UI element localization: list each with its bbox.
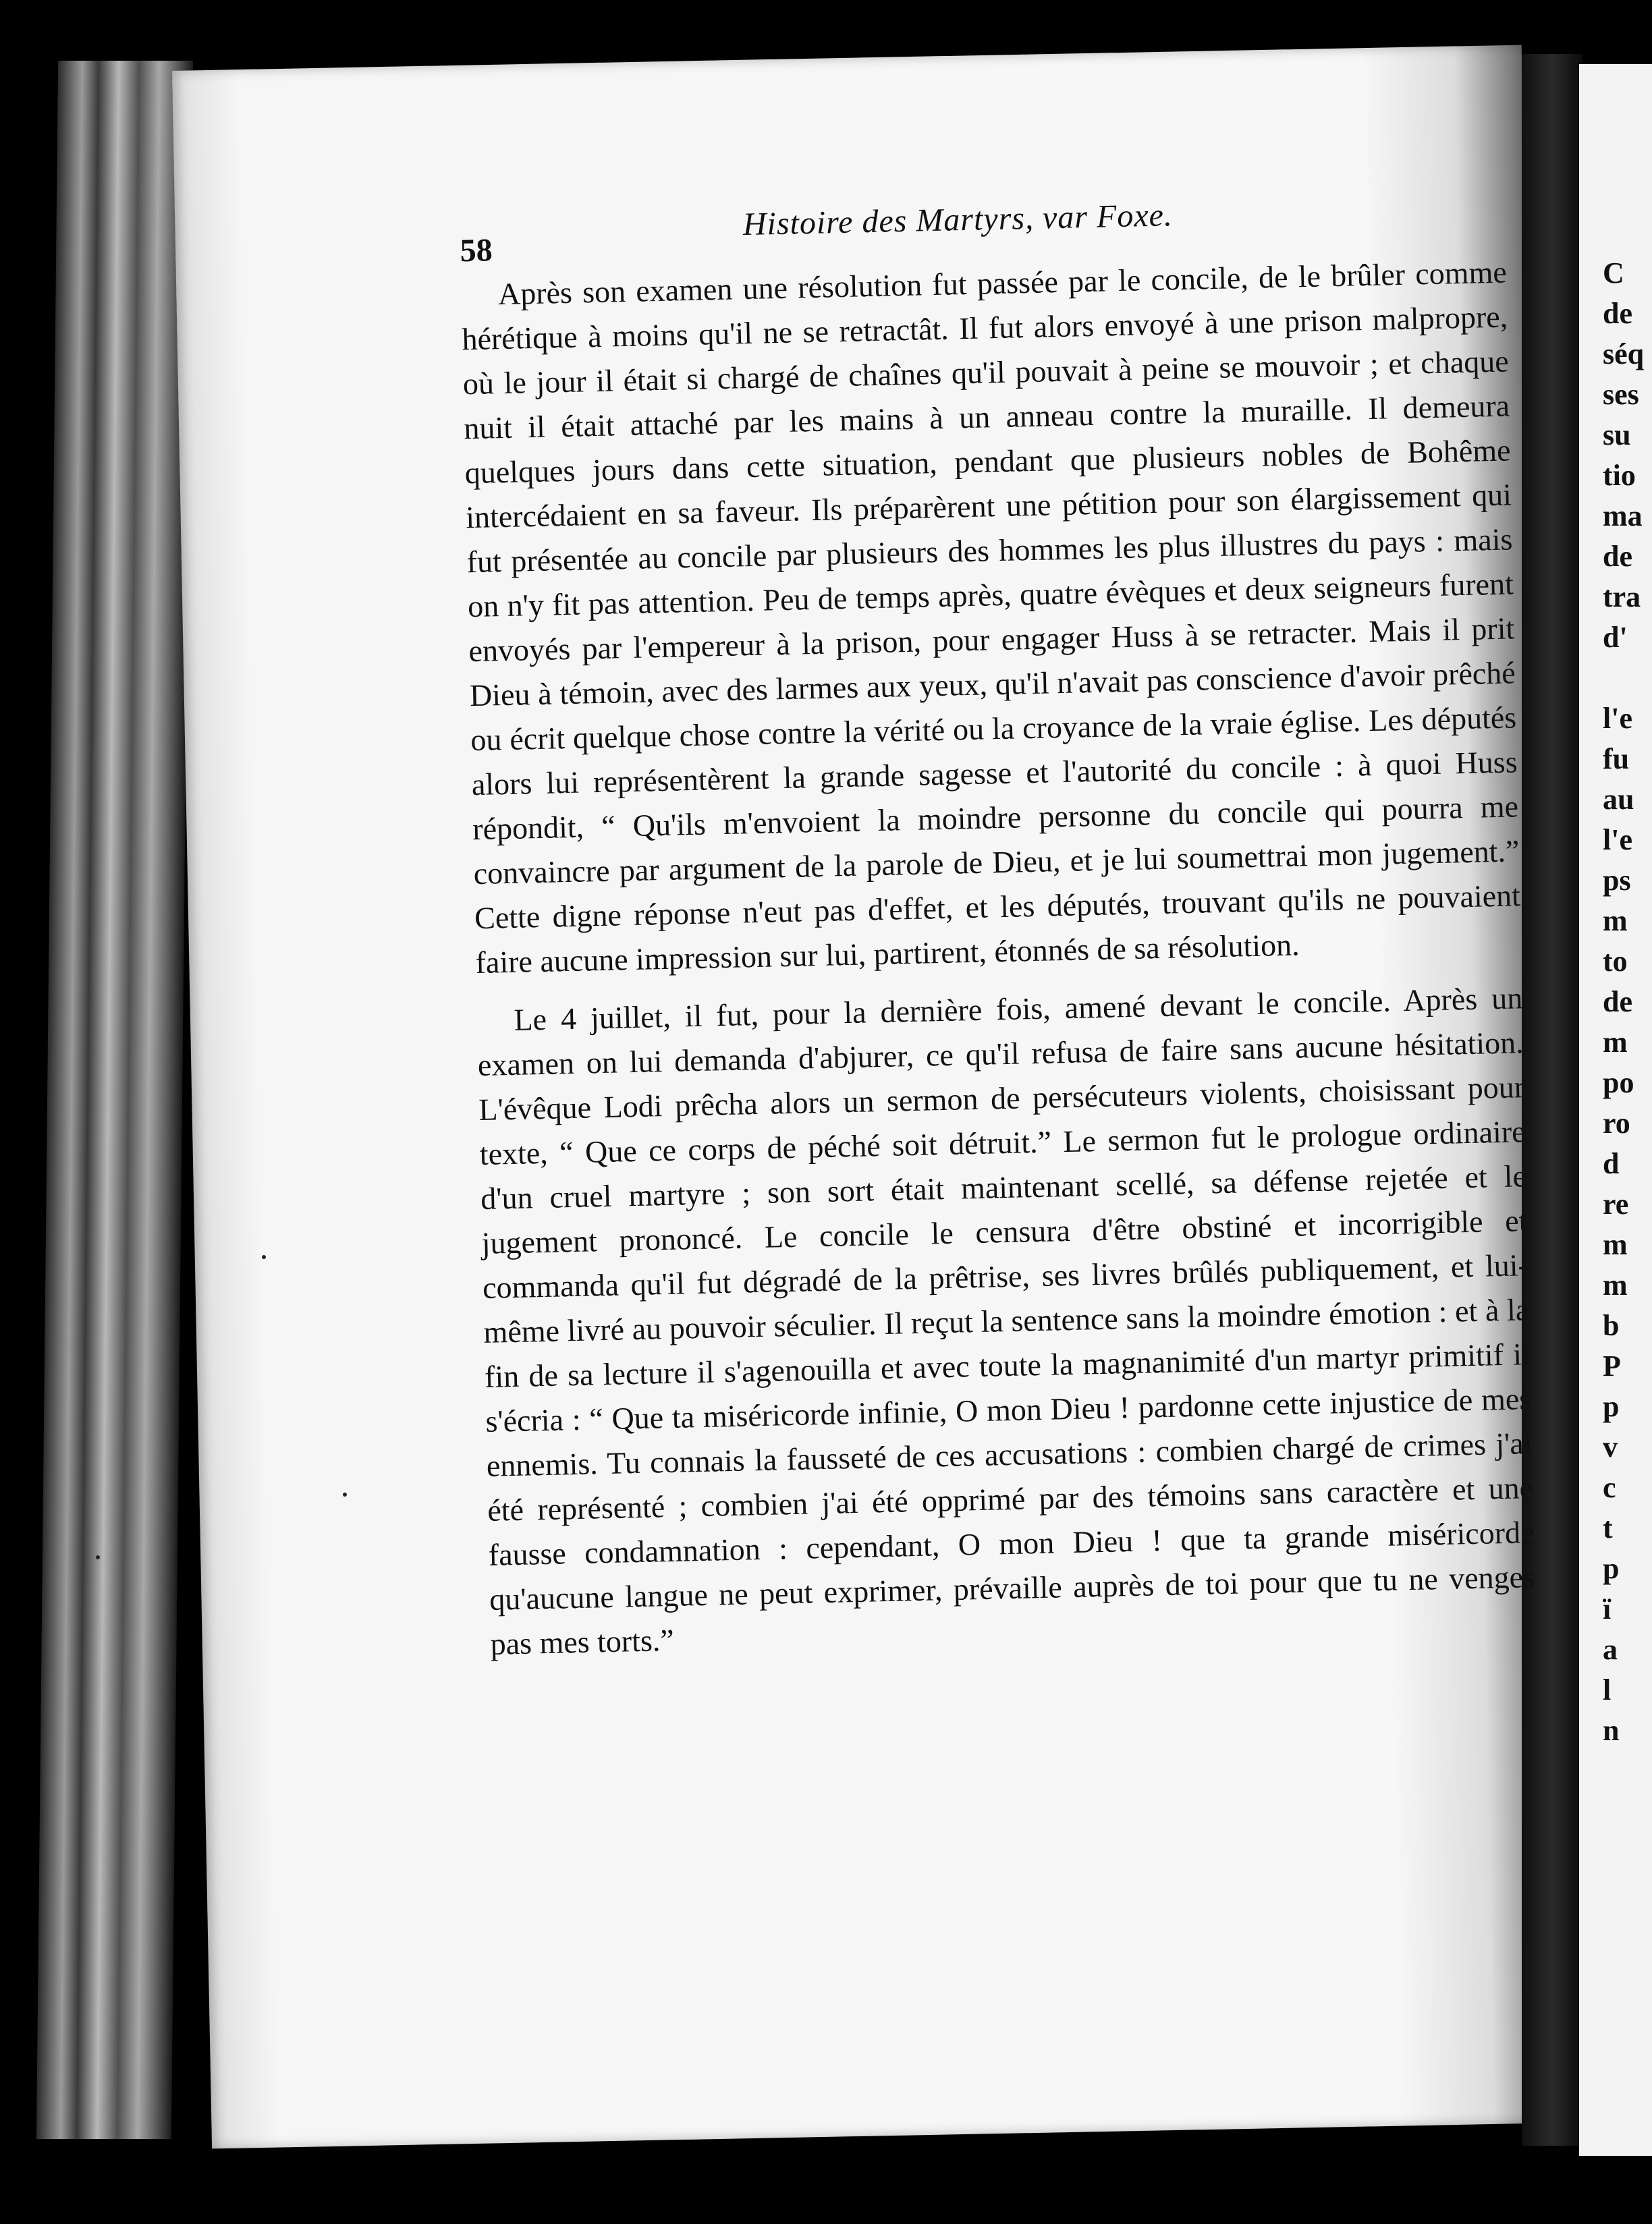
- scan-speck: [262, 1255, 266, 1259]
- scan-speck: [96, 1555, 100, 1559]
- paragraph-1: Après son examen une résolution fut passée par le concile, de le brûler comme hérétique à moins qu'il ne se retractât. Il fut alors envoyé à une prison malpropre, où le jour il était si chargé de chaînes qu'il pouvait à peine se mouvoir ; et chaque nuit il était attaché par les mains à un anneau contre la muraille. Il demeura quelques jours dans cette situation, pendant que plusieurs nobles de Bohême intercédaient en sa faveur. Ils préparèrent une pétition pour son élargissement qui fut présentée au concile par plusieurs des hommes les plus illustres du pays : mais on n'y fit pas attention. Peu de temps après, quatre évèques et deux seigneurs furent envoyés par l'empereur à la prison, pour engager Huss à se retracter. Mais il prit Dieu à témoin, avec des larmes aux yeux, qu'il n'avait pas conscience d'avoir prêché ou écrit quelque chose contre la vérité ou la croyance de la vraie église. Les députés alors lui représentèrent la grande sagesse et l'autorité du concile : à quoi Huss répondit, “ Qu'ils m'envoient la moindre personne du concile qui pourra me convaincre par argument de la parole de Dieu, et je lui soumettrai mon jugement.” Cette digne réponse n'eut pas d'effet, et les députés, trouvant qu'ils ne pouvaient faire aucune impression sur lui, partirent, étonnés de sa résolution.: [461, 254, 1521, 980]
- scan-speck: [343, 1493, 347, 1497]
- page-number: 58: [460, 232, 493, 269]
- page-content: [283, 175, 1584, 1670]
- running-head: Histoire des Martyrs, var Foxe.: [742, 197, 1174, 243]
- paragraph-2: Le 4 juillet, il fut, pour la dernière fois, amené devant le concile. Après un examen on lui demanda d'abjurer, ce qu'il refusa de faire sans aucune hésitation. L'évêque Lodi prêcha alors un sermon de persécuteurs violents, choisissant pour texte, “ Que ce corps de péché soit détruit.” Le sermon fut le prologue ordinaire d'un cruel martyre ; son sort était maintenant scellé, sa défense rejetée et le jugement prononcé. Le concile le censura d'être obstiné et incorrigible et commanda qu'il fut dégradé de la prêtrise, ses livres brûlés publiquement, et lui-même livré au pouvoir séculier. Il reçut la sentence sans la moindre émotion : et à la fin de sa lecture il s'agenouilla et avec toute la magnanimité d'un martyr primitif il s'écria : “ Que ta miséricorde infinie, O mon Dieu ! pardonne cette injustice de mes ennemis. Tu connais la fausseté de ces accusations : combien chargé de crimes j'ai été représenté ; combien j'ai été opprimé par des témoins sans caractère et une fausse condamnation : cependant, O mon Dieu ! que ta grande miséricorde qu'aucune langue ne peut exprimer, prévaille auprès de toi pour que tu ne venges pas mes torts.”: [477, 980, 1536, 1661]
- book-page-edges: [36, 61, 193, 2139]
- facing-page-fragments: C de séq ses su tio ma de tra d' l'e fu au l'e ps m to de m po ro d re m m b P p v c t p ï a l n: [1603, 256, 1645, 1747]
